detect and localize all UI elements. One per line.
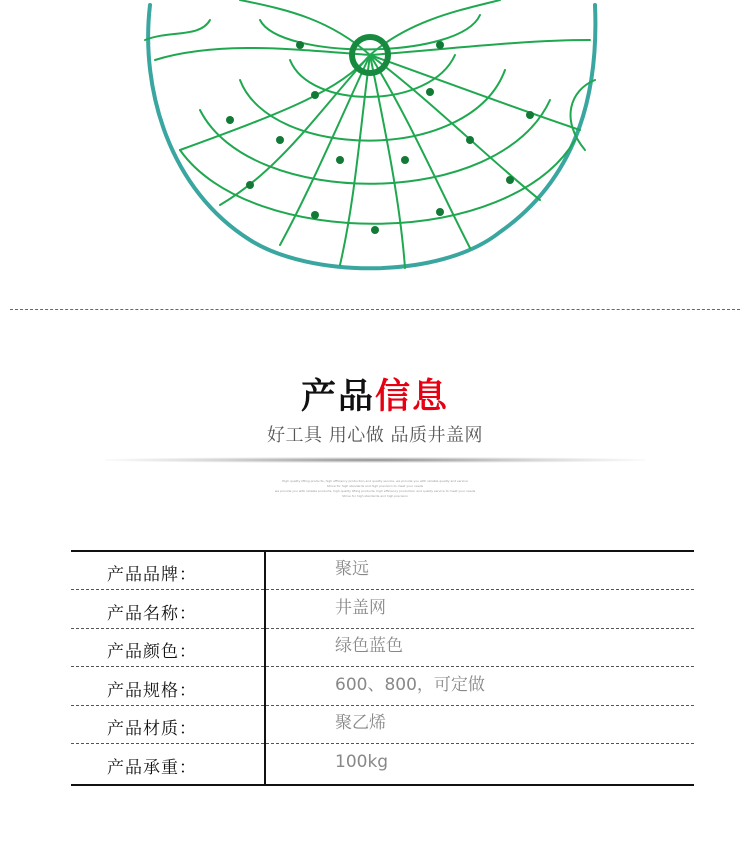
section-divider	[10, 309, 740, 310]
row-separator	[71, 743, 694, 744]
heading-product: 产品	[300, 377, 375, 417]
spec-value: 绿色蓝色	[335, 636, 403, 656]
spec-row-size	[71, 668, 694, 706]
spec-value: 聚乙烯	[335, 713, 386, 733]
fine-print-line: we provide you with reliable products, high quality lifting products, high efficiency production and quality service to meet your needs	[274, 489, 476, 493]
spec-label: 产品承重：	[107, 758, 197, 778]
row-separator	[71, 589, 694, 590]
fine-print-line: Strive for high standards and high precision	[342, 494, 408, 498]
fine-print-line: High quality lifting products, high efficiency production and quality service, we provide you with reliable quality and service	[282, 479, 468, 483]
fine-print-line: Strive for high standards and high precision to meet your needs	[326, 484, 424, 488]
spec-label: 产品颜色：	[107, 642, 197, 662]
spec-label: 产品材质：	[107, 719, 197, 739]
shadow-divider	[105, 457, 645, 463]
spec-label: 产品品牌：	[107, 565, 197, 585]
spec-row-material	[71, 706, 694, 744]
spec-value: 聚远	[335, 559, 369, 579]
section-heading	[0, 375, 750, 419]
manhole-net-photo	[140, 0, 610, 290]
heading-info: 信息	[375, 377, 450, 417]
spec-value: 井盖网	[335, 598, 386, 618]
spec-row-name	[71, 591, 694, 629]
spec-label: 产品名称：	[107, 604, 197, 624]
spec-row-color	[71, 629, 694, 667]
row-separator	[71, 666, 694, 667]
spec-value: 600、800，可定做	[335, 675, 485, 695]
spec-table	[71, 550, 694, 786]
spec-value: 100kg	[335, 752, 389, 772]
spec-label: 产品规格：	[107, 681, 197, 701]
spec-row-load	[71, 745, 694, 783]
spec-row-brand	[71, 552, 694, 590]
slogan: 好工具 用心做 品质井盖网	[267, 425, 483, 446]
